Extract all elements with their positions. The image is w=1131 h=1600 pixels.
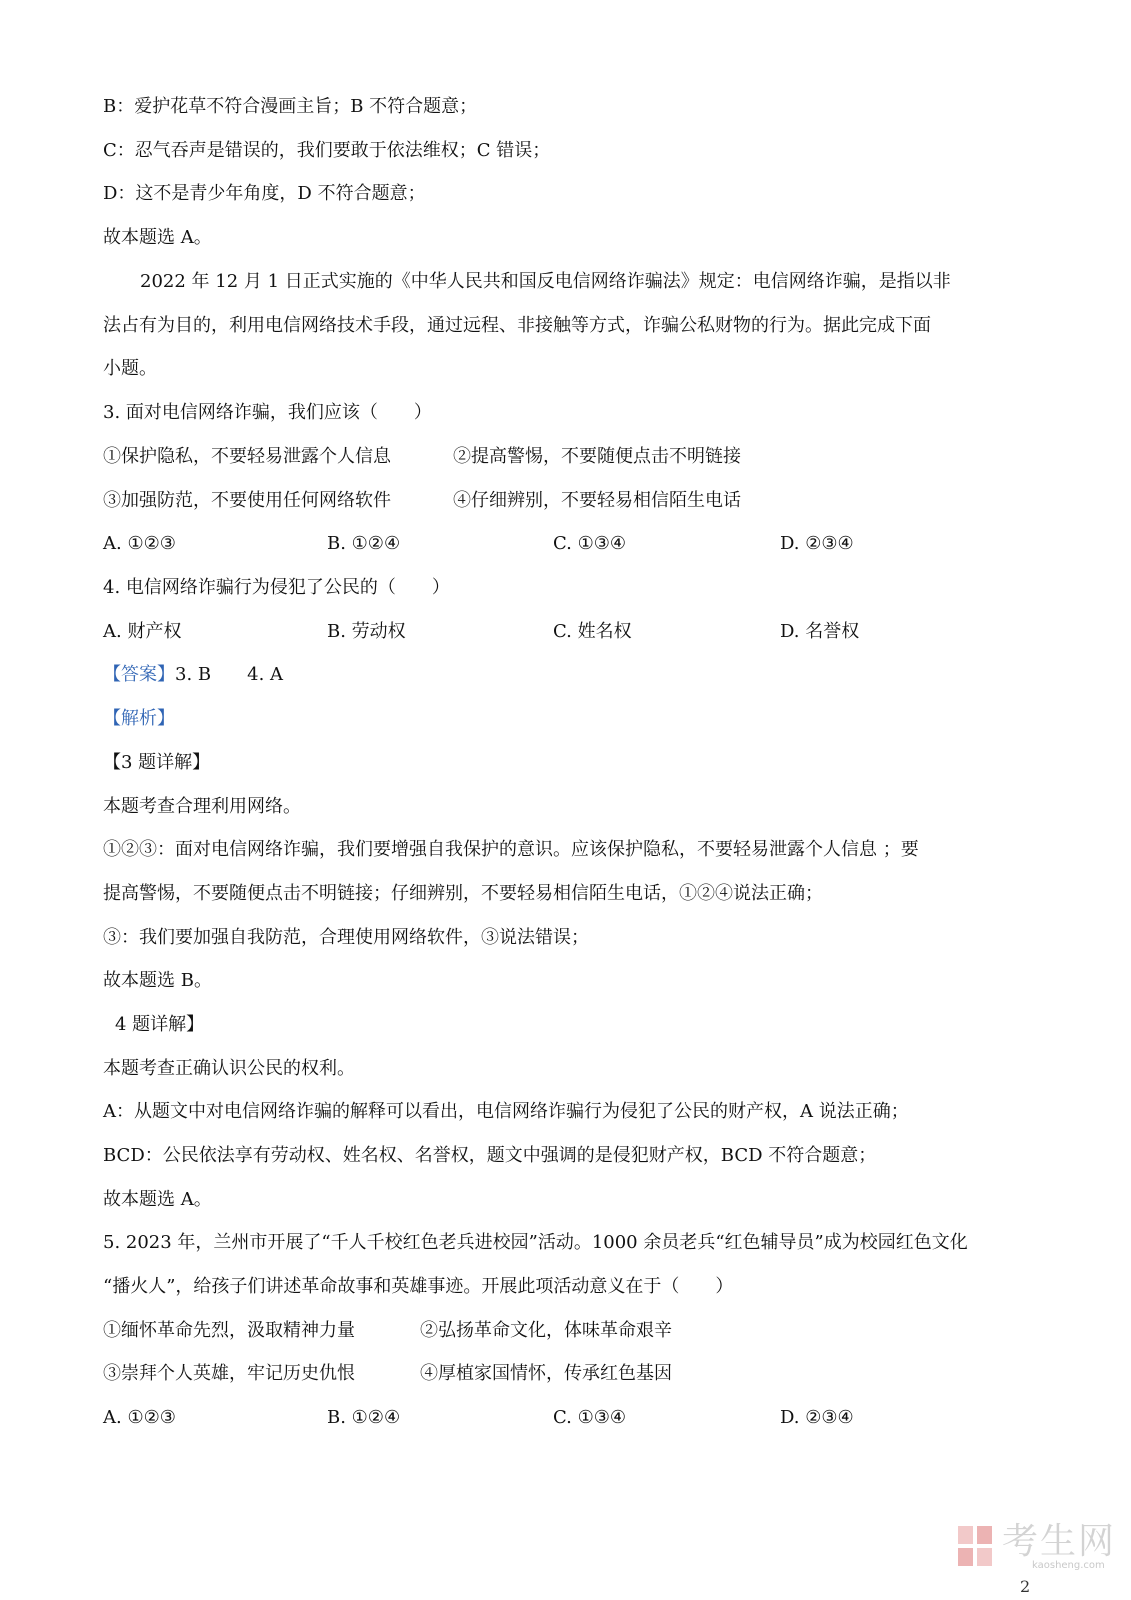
q4-option-c: C. 姓名权 <box>553 621 632 642</box>
q5-option-a: A. ①②③ <box>103 1407 176 1428</box>
detail-4-line-3: BCD：公民依法享有劳动权、姓名权、名誉权，题文中强调的是侵犯财产权，BCD 不符合题意； <box>103 1145 877 1166</box>
q5-option-d: D. ②③④ <box>780 1407 854 1428</box>
analysis-c: C：忍气吞声是错误的，我们要敢于依法维权；C 错误； <box>103 140 551 161</box>
q3-statement-2: ②提高警惕，不要随便点击不明链接 <box>453 446 741 467</box>
detail-3-conclusion: 故本题选 B。 <box>103 970 212 991</box>
passage-line-2: 法占有为目的，利用电信网络技术手段，通过远程、非接触等方式，诈骗公私财物的行为。据此完成下面 <box>103 315 931 336</box>
q3-option-b: B. ①②④ <box>327 533 401 554</box>
q4-option-a: A. 财产权 <box>103 621 182 642</box>
passage-line-1: 2022 年 12 月 1 日正式实施的《中华人民共和国反电信网络诈骗法》规定：电信网络诈骗，是指以非 <box>140 271 951 292</box>
q5-statement-4: ④厚植家国情怀，传承红色基因 <box>420 1363 672 1384</box>
q5-option-b: B. ①②④ <box>327 1407 401 1428</box>
watermark-text: 考生网 <box>1002 1521 1117 1562</box>
detail-3-line-3: 提高警惕，不要随便点击不明链接；仔细辨别，不要轻易相信陌生电话，①②④说法正确； <box>103 883 823 904</box>
detail-4-line-2: A：从题文中对电信网络诈骗的解释可以看出，电信网络诈骗行为侵犯了公民的财产权，A 说法正确； <box>103 1101 909 1122</box>
analysis-b: B：爱护花草不符合漫画主旨；B 不符合题意； <box>103 96 478 117</box>
q3-option-a: A. ①②③ <box>103 533 176 554</box>
question-3: 3. 面对电信网络诈骗，我们应该（ ） <box>103 402 432 423</box>
question-5-line-1: 5. 2023 年，兰州市开展了“千人千校红色老兵进校园”活动。1000 余员老兵“红色辅导员”成为校园红色文化 <box>103 1232 968 1253</box>
answer-row <box>103 661 283 689</box>
detail-4-heading: 4 题详解】 <box>115 1014 205 1035</box>
q5-statement-1: ①缅怀革命先烈，汲取精神力量 <box>103 1320 355 1341</box>
answer-value: 3. B 4. A <box>175 664 284 685</box>
answer-conclusion: 故本题选 A。 <box>103 227 212 248</box>
detail-3-line-4: ③：我们要加强自我防范，合理使用网络软件，③说法错误； <box>103 927 589 948</box>
q3-statement-3: ③加强防范，不要使用任何网络软件 <box>103 490 391 511</box>
analysis-d: D：这不是青少年角度，D 不符合题意； <box>103 183 426 204</box>
detail-4-line-1: 本题考查正确认识公民的权利。 <box>103 1058 355 1079</box>
q3-statement-4: ④仔细辨别，不要轻易相信陌生电话 <box>453 490 741 511</box>
analysis-label: 【解析】 <box>103 708 175 729</box>
q3-option-d: D. ②③④ <box>780 533 854 554</box>
watermark-url: kaosheng.com <box>1032 1560 1105 1571</box>
passage-line-3: 小题。 <box>103 358 157 379</box>
q4-option-b: B. 劳动权 <box>327 621 406 642</box>
answer-label: 【答案】 <box>103 664 175 685</box>
q5-option-c: C. ①③④ <box>553 1407 626 1428</box>
question-5-line-2: “播火人”，给孩子们讲述革命故事和英雄事迹。开展此项活动意义在于（ ） <box>103 1276 734 1297</box>
watermark <box>956 1522 1126 1570</box>
detail-3-heading: 【3 题详解】 <box>103 752 211 773</box>
q5-statement-2: ②弘扬革命文化，体味革命艰辛 <box>420 1320 672 1341</box>
watermark-logo-icon <box>956 1524 996 1568</box>
question-4: 4. 电信网络诈骗行为侵犯了公民的（ ） <box>103 577 450 598</box>
page-number: 2 <box>1020 1577 1031 1596</box>
q3-statement-1: ①保护隐私，不要轻易泄露个人信息 <box>103 446 391 467</box>
q4-option-d: D. 名誉权 <box>780 621 860 642</box>
detail-4-conclusion: 故本题选 A。 <box>103 1189 212 1210</box>
q3-option-c: C. ①③④ <box>553 533 626 554</box>
q5-statement-3: ③崇拜个人英雄，牢记历史仇恨 <box>103 1363 355 1384</box>
detail-3-line-1: 本题考查合理利用网络。 <box>103 796 301 817</box>
detail-3-line-2: ①②③：面对电信网络诈骗，我们要增强自我保护的意识。应该保护隐私，不要轻易泄露个人信息 ；要 <box>103 839 919 860</box>
